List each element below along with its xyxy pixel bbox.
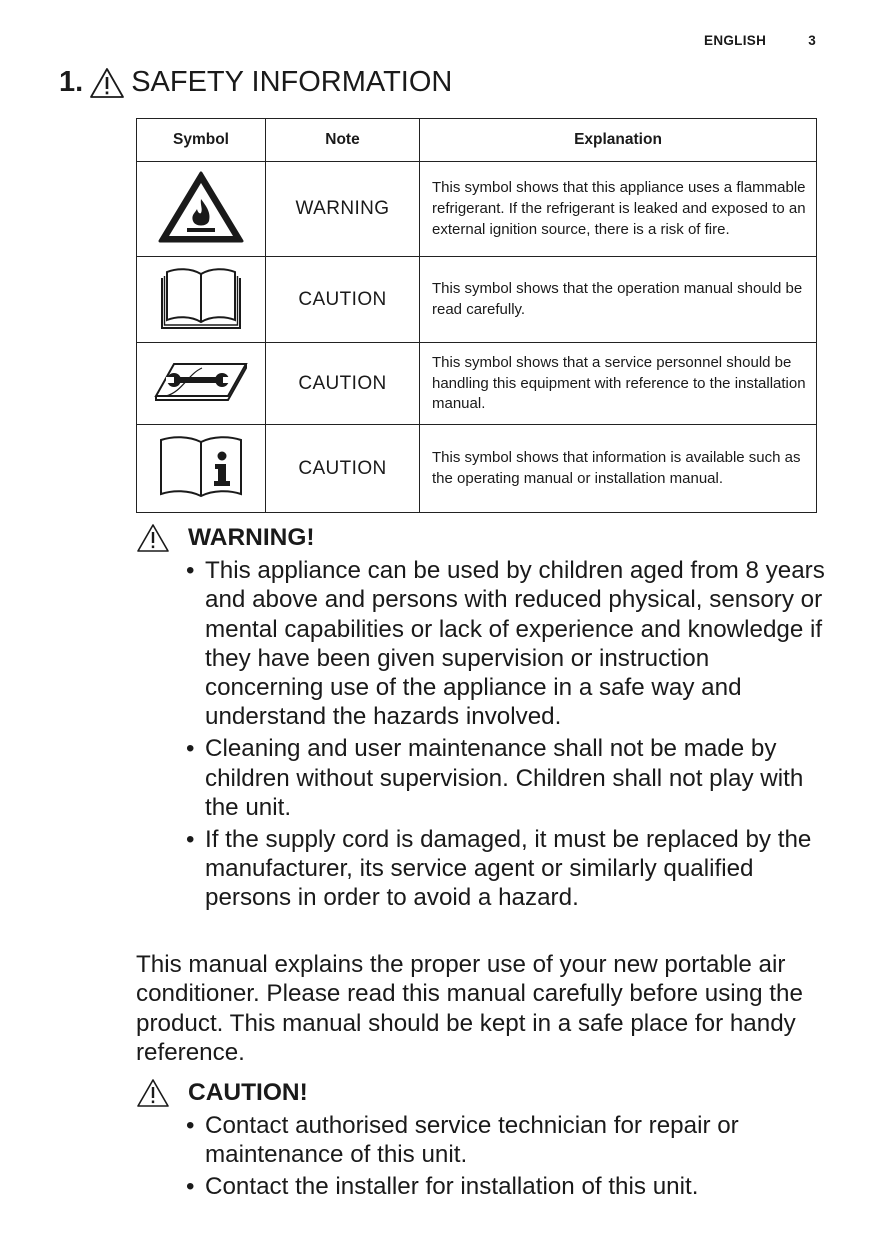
warning-triangle-icon [89, 67, 125, 99]
row-note: CAUTION [266, 257, 420, 343]
operation-manual-icon [159, 262, 243, 332]
section-heading-text: SAFETY INFORMATION [131, 66, 453, 98]
row-note: CAUTION [266, 343, 420, 425]
section-number: 1. [59, 66, 84, 98]
column-header-explanation: Explanation [420, 119, 817, 162]
intro-paragraph: This manual explains the proper use of your new portable air conditioner. Please read this manual carefully before using the product. This manual should be kept in a safe place for handy reference. [136, 951, 803, 1066]
row-explanation: This symbol shows that this appliance uses a flammable refrigerant. If the refrigerant is leaked and exposed to an external ignition source, there is a risk of fire. [420, 162, 817, 257]
table-row [137, 162, 817, 257]
information-manual-icon [157, 434, 245, 498]
page-header [704, 33, 816, 48]
row-note: WARNING [266, 162, 420, 257]
warning-heading [136, 520, 826, 556]
section-title [59, 66, 452, 99]
column-header-note: Note [266, 119, 420, 162]
warning-title: WARNING! [188, 524, 315, 551]
caution-list [136, 1111, 826, 1201]
list-item: • Contact authorised service technician for repair or maintenance of this unit. [186, 1111, 826, 1170]
list-item: • Cleaning and user maintenance shall not be made by children without supervision. Children shall not play with the unit. [186, 734, 826, 822]
language-label: ENGLISH [704, 33, 767, 48]
warning-triangle-icon [136, 523, 170, 553]
table-row [137, 343, 817, 425]
row-explanation: This symbol shows that a service personnel should be handling this equipment with reference to the installation manual. [420, 343, 817, 425]
warning-section [136, 520, 826, 915]
list-item: • This appliance can be used by children aged from 8 years and above and persons with reduced physical, sensory or mental capabilities or lack of experience and knowledge if they have been given supervision or instruction concerning use of the appliance in a safe way and understand the hazards involved. [186, 556, 826, 732]
warning-triangle-icon [136, 1078, 170, 1108]
caution-heading [136, 1075, 826, 1111]
table-row [137, 425, 817, 513]
service-manual-icon [152, 358, 250, 404]
row-explanation: This symbol shows that the operation manual should be read carefully. [420, 257, 817, 343]
caution-section [136, 1075, 826, 1204]
symbols-table [136, 118, 817, 513]
table-row [137, 257, 817, 343]
caution-title: CAUTION! [188, 1079, 308, 1106]
column-header-symbol: Symbol [137, 119, 266, 162]
row-explanation: This symbol shows that information is available such as the operating manual or installation manual. [420, 425, 817, 513]
table-header-row [137, 119, 817, 162]
page-number: 3 [808, 33, 816, 48]
flammable-warning-icon [157, 169, 245, 245]
row-note: CAUTION [266, 425, 420, 513]
list-item: • Contact the installer for installation of this unit. [186, 1172, 826, 1201]
list-item: • If the supply cord is damaged, it must be replaced by the manufacturer, its service agent or similarly qualified persons in order to avoid a hazard. [186, 825, 826, 913]
warning-list [136, 556, 826, 913]
